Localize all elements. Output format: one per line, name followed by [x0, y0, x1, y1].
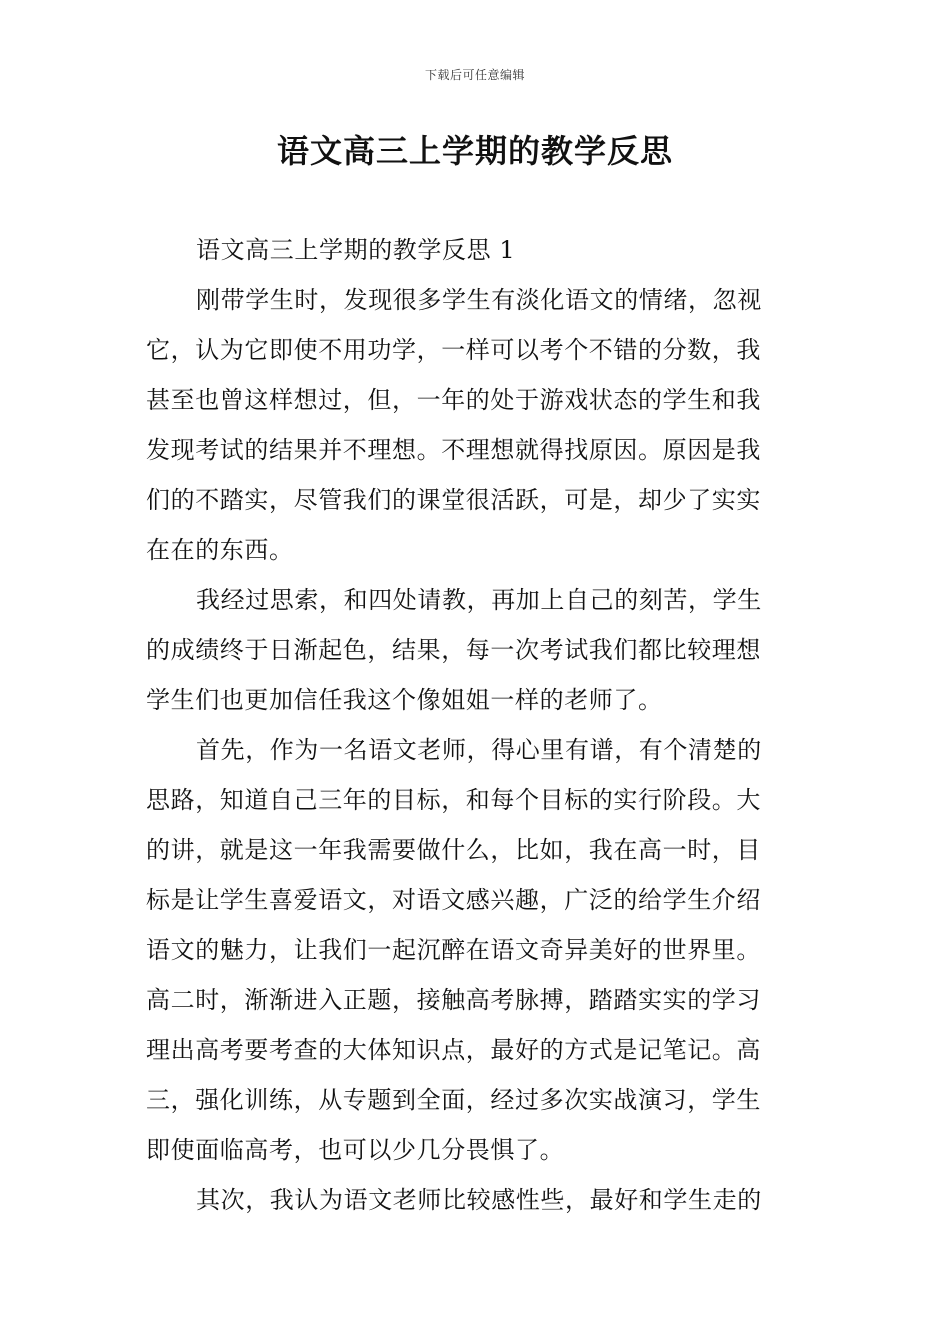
paragraph-line: 理出高考要考查的大体知识点，最好的方式是记笔记。高: [146, 1036, 761, 1064]
section-heading: 语文高三上学期的教学反思 1: [196, 236, 516, 264]
paragraph-line: 的成绩终于日渐起色，结果，每一次考试我们都比较理想: [146, 636, 761, 664]
paragraph-line: 它，认为它即使不用功学，一样可以考个不错的分数，我: [146, 336, 761, 364]
paragraph-line: 在在的东西。: [146, 536, 294, 564]
document-body: [146, 225, 806, 1225]
document-title: 语文高三上学期的教学反思: [276, 132, 673, 170]
paragraph-1: [146, 275, 806, 575]
paragraph-line: 其次，我认为语文老师比较感性些，最好和学生走的: [196, 1186, 762, 1214]
paragraph-3: [146, 725, 806, 1175]
paragraph-line: 学生们也更加信任我这个像姐姐一样的老师了。: [146, 686, 663, 714]
paragraph-line: 发现考试的结果并不理想。不理想就得找原因。原因是我: [146, 436, 761, 464]
paragraph-line: 思路，知道自己三年的目标，和每个目标的实行阶段。大: [146, 786, 761, 814]
paragraph-line: 甚至也曾这样想过，但，一年的处于游戏状态的学生和我: [146, 386, 761, 414]
paragraph-line: 刚带学生时，发现很多学生有淡化语文的情绪，忽视: [196, 286, 762, 314]
paragraph-line: 即使面临高考，也可以少几分畏惧了。: [146, 1136, 565, 1164]
paragraph-line: 我经过思索，和四处请教，再加上自己的刻苦，学生: [196, 586, 762, 614]
paragraph-line: 三，强化训练，从专题到全面，经过多次实战演习，学生: [146, 1086, 761, 1114]
paragraph-line: 高二时，渐渐进入正题，接触高考脉搏，踏踏实实的学习: [146, 986, 761, 1014]
paragraph-line: 的讲，就是这一年我需要做什么，比如，我在高一时，目: [146, 836, 761, 864]
paragraph-4: [146, 1175, 806, 1225]
header-note: 下载后可任意编辑: [424, 68, 525, 82]
paragraph-2: [146, 575, 806, 725]
paragraph-line: 标是让学生喜爱语文，对语文感兴趣，广泛的给学生介绍: [146, 886, 761, 914]
paragraph-line: 们的不踏实，尽管我们的课堂很活跃，可是，却少了实实: [146, 486, 761, 514]
paragraph-line: 语文的魅力，让我们一起沉醉在语文奇异美好的世界里。: [146, 936, 761, 964]
paragraph-line: 首先，作为一名语文老师，得心里有谱，有个清楚的: [196, 736, 762, 764]
